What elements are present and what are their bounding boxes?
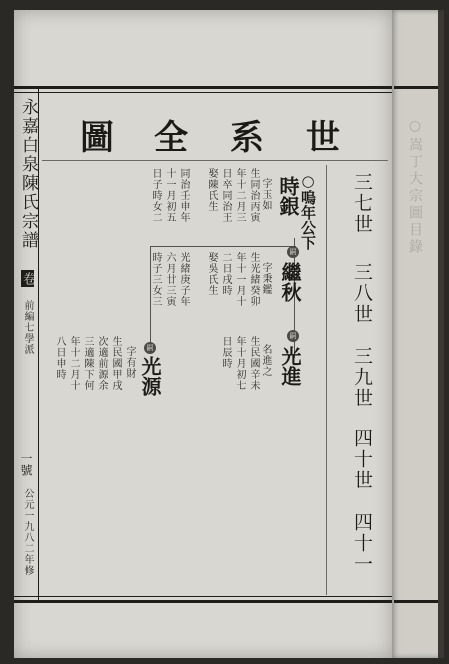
person-detail: 光緒庚子年 bbox=[178, 252, 189, 307]
person-detail: 年十月初七 bbox=[234, 336, 245, 391]
person-detail: 字秉鑑 bbox=[260, 262, 271, 295]
person-detail: 名進之 bbox=[260, 344, 271, 377]
generation-38: 三八世 bbox=[351, 262, 373, 325]
person-detail: 日辰時 bbox=[220, 336, 231, 369]
spine-faint-text: ○嵩丁大宗圖目錄 bbox=[407, 118, 423, 256]
person-detail: 娶陳氏生 bbox=[206, 168, 217, 212]
top-border bbox=[14, 86, 392, 89]
person-detail: 生光緒癸卯 bbox=[248, 252, 259, 307]
spine-edge bbox=[438, 10, 444, 658]
person-detail: 生民國辛未 bbox=[248, 336, 259, 391]
bottom-border bbox=[14, 600, 392, 603]
generation-39: 三九世 bbox=[351, 346, 373, 409]
seal-mark-icon: 嗣 bbox=[287, 330, 299, 342]
person-detail: 年十一月十 bbox=[234, 252, 245, 307]
person-detail: 三適陳下何 bbox=[82, 336, 93, 391]
person-name-guangyuan: 光源 bbox=[138, 356, 162, 396]
title-char-1: 世 bbox=[306, 118, 340, 158]
section-label: 前編七學派 bbox=[22, 300, 33, 355]
person-detail: 字有財 bbox=[124, 346, 135, 379]
title-char-4: 圖 bbox=[80, 118, 114, 158]
person-detail: 娶吳氏生 bbox=[206, 252, 217, 296]
generation-37: 三七世 bbox=[351, 172, 373, 235]
top-border-thin bbox=[14, 92, 392, 93]
person-detail: 次適前源余 bbox=[96, 336, 107, 391]
book-spine bbox=[392, 10, 442, 658]
person-name-shiyin: 時銀 bbox=[276, 176, 300, 216]
person-detail: 六月廿三寅 bbox=[164, 252, 175, 307]
genealogy-page bbox=[14, 10, 392, 658]
margin-divider bbox=[38, 86, 39, 603]
spine-band-top bbox=[394, 86, 438, 89]
volume-marker: 卷 bbox=[20, 272, 35, 285]
person-detail: 年十二月三 bbox=[234, 168, 245, 223]
person-detail: 生民國甲戌 bbox=[110, 336, 121, 391]
seal-mark-icon: 嗣 bbox=[287, 246, 299, 258]
person-name-jiqiu: 繼秋 bbox=[278, 262, 302, 302]
bottom-border-thin bbox=[14, 596, 392, 597]
title-underline bbox=[42, 160, 388, 161]
book-title: 永嘉白泉陳氏宗譜 bbox=[18, 98, 38, 250]
person-detail: 十一月初五 bbox=[164, 168, 175, 223]
person-detail: 日卒同治王 bbox=[220, 168, 231, 223]
footer-year: 公元一九八二年修 bbox=[22, 488, 33, 576]
generation-41: 四十一 bbox=[351, 512, 373, 575]
seal-mark-icon: 嗣 bbox=[144, 342, 156, 354]
person-detail: 八日申時 bbox=[54, 336, 65, 380]
person-detail: 時子三女三 bbox=[150, 252, 161, 307]
generation-40: 四十世 bbox=[351, 428, 373, 491]
person-name-guangjin: 光進 bbox=[278, 346, 302, 386]
title-char-2: 系 bbox=[230, 118, 264, 158]
generation-column-line bbox=[326, 165, 327, 595]
spine-band-bottom bbox=[394, 600, 438, 603]
person-detail: 日子時女二 bbox=[150, 168, 161, 223]
title-char-3: 全 bbox=[154, 118, 188, 158]
lineage-connector-2 bbox=[150, 246, 296, 247]
person-detail: 生同治丙寅 bbox=[248, 168, 259, 223]
person-detail: 年十二月十 bbox=[68, 336, 79, 391]
page-number: 一號 bbox=[19, 452, 33, 476]
person-detail: 同治壬申年 bbox=[178, 168, 189, 223]
person-detail: 二日戌時 bbox=[220, 252, 231, 296]
ancestor-note: ○嗚年公下 bbox=[299, 172, 317, 250]
person-detail: 字玉如 bbox=[260, 178, 271, 211]
